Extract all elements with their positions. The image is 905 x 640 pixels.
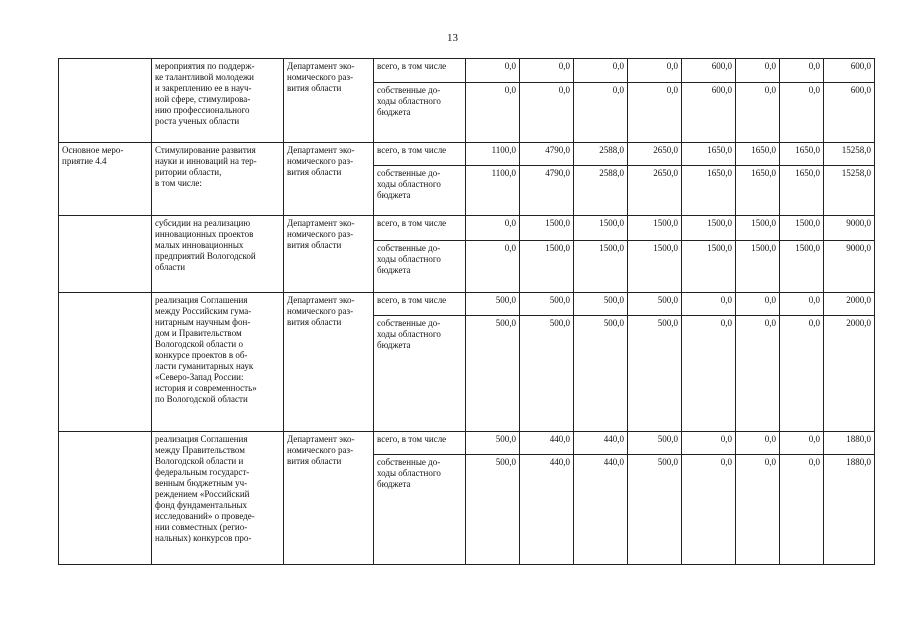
amount-cell: 1500,0 — [520, 216, 574, 241]
amount-cell: 0,0 — [780, 83, 824, 143]
amount-cell: 0,0 — [520, 59, 574, 83]
amount-cell: 1500,0 — [780, 241, 824, 293]
amount-cell: 0,0 — [736, 316, 780, 432]
amount-cell: 500,0 — [520, 316, 574, 432]
amount-cell: 600,0 — [824, 59, 875, 83]
amount-cell: 0,0 — [628, 59, 682, 83]
responsible-cell: Департамент эко- номического раз- вития области — [284, 432, 374, 565]
amount-cell: 1500,0 — [574, 241, 628, 293]
main-activity-cell — [59, 216, 152, 293]
funding-type-cell: собственные до- ходы областного бюджета — [374, 83, 466, 143]
amount-cell: 1650,0 — [682, 166, 736, 216]
amount-cell: 500,0 — [628, 432, 682, 455]
amount-cell: 9000,0 — [824, 241, 875, 293]
responsible-cell: Департамент эко- номического раз- вития области — [284, 293, 374, 432]
funding-type-cell: всего, в том числе — [374, 216, 466, 241]
amount-cell: 1500,0 — [736, 241, 780, 293]
amount-cell: 1650,0 — [682, 143, 736, 166]
funding-type-cell: собственные до- ходы областного бюджета — [374, 166, 466, 216]
amount-cell: 2588,0 — [574, 166, 628, 216]
amount-cell: 500,0 — [628, 293, 682, 316]
page-number: 13 — [447, 32, 458, 44]
table-body — [59, 59, 875, 565]
table-row — [59, 432, 875, 455]
funding-type-cell: всего, в том числе — [374, 59, 466, 83]
amount-cell: 1500,0 — [628, 241, 682, 293]
activity-description-cell: реализация Соглашения между Правительством Вологодской области и федеральным государст- венным бюджетным уч- реждением «Российский фонд фундаментальных исследований» о проведе- нии совместных (регио- нальных) конкурсов про- — [152, 432, 284, 565]
funding-type-cell: всего, в том числе — [374, 432, 466, 455]
budget-table — [58, 58, 875, 565]
amount-cell: 0,0 — [736, 293, 780, 316]
responsible-cell: Департамент эко- номического раз- вития области — [284, 143, 374, 216]
amount-cell: 1100,0 — [466, 143, 520, 166]
table-row — [59, 59, 875, 83]
table-row — [59, 216, 875, 241]
funding-type-cell: собственные до- ходы областного бюджета — [374, 455, 466, 565]
amount-cell: 0,0 — [682, 455, 736, 565]
amount-cell: 0,0 — [574, 59, 628, 83]
amount-cell: 9000,0 — [824, 216, 875, 241]
activity-description-cell: реализация Соглашения между Российским гума- нитарным научным фон- дом и Правительством Вологодской области о конкурсе проектов в об- ласти гуманитарных наук «Северо-Запад России: история и современность» по Вологодской области — [152, 293, 284, 432]
activity-description-cell: Стимулирование развития науки и инноваций на тер- ритории области, в том числе: — [152, 143, 284, 216]
main-activity-cell — [59, 293, 152, 432]
amount-cell: 440,0 — [574, 432, 628, 455]
amount-cell: 500,0 — [574, 316, 628, 432]
amount-cell: 15258,0 — [824, 166, 875, 216]
amount-cell: 1650,0 — [780, 143, 824, 166]
amount-cell: 0,0 — [466, 241, 520, 293]
table-row — [59, 293, 875, 316]
amount-cell: 500,0 — [466, 293, 520, 316]
amount-cell: 0,0 — [520, 83, 574, 143]
amount-cell: 440,0 — [520, 432, 574, 455]
responsible-cell: Департамент эко- номического раз- вития области — [284, 59, 374, 143]
amount-cell: 2000,0 — [824, 316, 875, 432]
amount-cell: 500,0 — [574, 293, 628, 316]
amount-cell: 0,0 — [736, 59, 780, 83]
amount-cell: 0,0 — [682, 432, 736, 455]
amount-cell: 500,0 — [520, 293, 574, 316]
funding-type-cell: всего, в том числе — [374, 143, 466, 166]
amount-cell: 0,0 — [736, 432, 780, 455]
amount-cell: 0,0 — [682, 293, 736, 316]
amount-cell: 1500,0 — [682, 241, 736, 293]
amount-cell: 0,0 — [736, 455, 780, 565]
amount-cell: 1500,0 — [736, 216, 780, 241]
activity-description-cell: субсидии на реализацию инновационных проектов малых инновационных предприятий Вологодской области — [152, 216, 284, 293]
responsible-cell: Департамент эко- номического раз- вития области — [284, 216, 374, 293]
amount-cell: 4790,0 — [520, 143, 574, 166]
main-activity-cell — [59, 59, 152, 143]
amount-cell: 1500,0 — [520, 241, 574, 293]
amount-cell: 0,0 — [466, 59, 520, 83]
amount-cell: 1100,0 — [466, 166, 520, 216]
amount-cell: 0,0 — [780, 432, 824, 455]
amount-cell: 440,0 — [520, 455, 574, 565]
funding-type-cell: собственные до- ходы областного бюджета — [374, 316, 466, 432]
amount-cell: 1880,0 — [824, 432, 875, 455]
amount-cell: 2650,0 — [628, 143, 682, 166]
amount-cell: 0,0 — [780, 293, 824, 316]
amount-cell: 500,0 — [628, 316, 682, 432]
table-row — [59, 143, 875, 166]
amount-cell: 0,0 — [736, 83, 780, 143]
amount-cell: 15258,0 — [824, 143, 875, 166]
amount-cell: 1650,0 — [736, 166, 780, 216]
amount-cell: 0,0 — [780, 59, 824, 83]
main-activity-cell: Основное меро- приятие 4.4 — [59, 143, 152, 216]
amount-cell: 500,0 — [628, 455, 682, 565]
amount-cell: 0,0 — [628, 83, 682, 143]
amount-cell: 2650,0 — [628, 166, 682, 216]
amount-cell: 0,0 — [780, 316, 824, 432]
amount-cell: 0,0 — [574, 83, 628, 143]
amount-cell: 1880,0 — [824, 455, 875, 565]
amount-cell: 440,0 — [574, 455, 628, 565]
amount-cell: 600,0 — [682, 59, 736, 83]
amount-cell: 1650,0 — [736, 143, 780, 166]
amount-cell: 500,0 — [466, 316, 520, 432]
amount-cell: 1500,0 — [780, 216, 824, 241]
amount-cell: 2000,0 — [824, 293, 875, 316]
amount-cell: 0,0 — [466, 216, 520, 241]
activity-description-cell: мероприятия по поддерж- ке талантливой молодежи и закреплению ее в науч- ной сфере, стимулирова- нию профессионального роста ученых области — [152, 59, 284, 143]
amount-cell: 0,0 — [466, 83, 520, 143]
amount-cell: 2588,0 — [574, 143, 628, 166]
amount-cell: 1500,0 — [574, 216, 628, 241]
main-activity-cell — [59, 432, 152, 565]
funding-type-cell: собственные до- ходы областного бюджета — [374, 241, 466, 293]
amount-cell: 500,0 — [466, 455, 520, 565]
amount-cell: 0,0 — [682, 316, 736, 432]
amount-cell: 4790,0 — [520, 166, 574, 216]
amount-cell: 1500,0 — [682, 216, 736, 241]
amount-cell: 600,0 — [682, 83, 736, 143]
amount-cell: 1500,0 — [628, 216, 682, 241]
amount-cell: 0,0 — [780, 455, 824, 565]
funding-type-cell: всего, в том числе — [374, 293, 466, 316]
amount-cell: 500,0 — [466, 432, 520, 455]
amount-cell: 600,0 — [824, 83, 875, 143]
amount-cell: 1650,0 — [780, 166, 824, 216]
